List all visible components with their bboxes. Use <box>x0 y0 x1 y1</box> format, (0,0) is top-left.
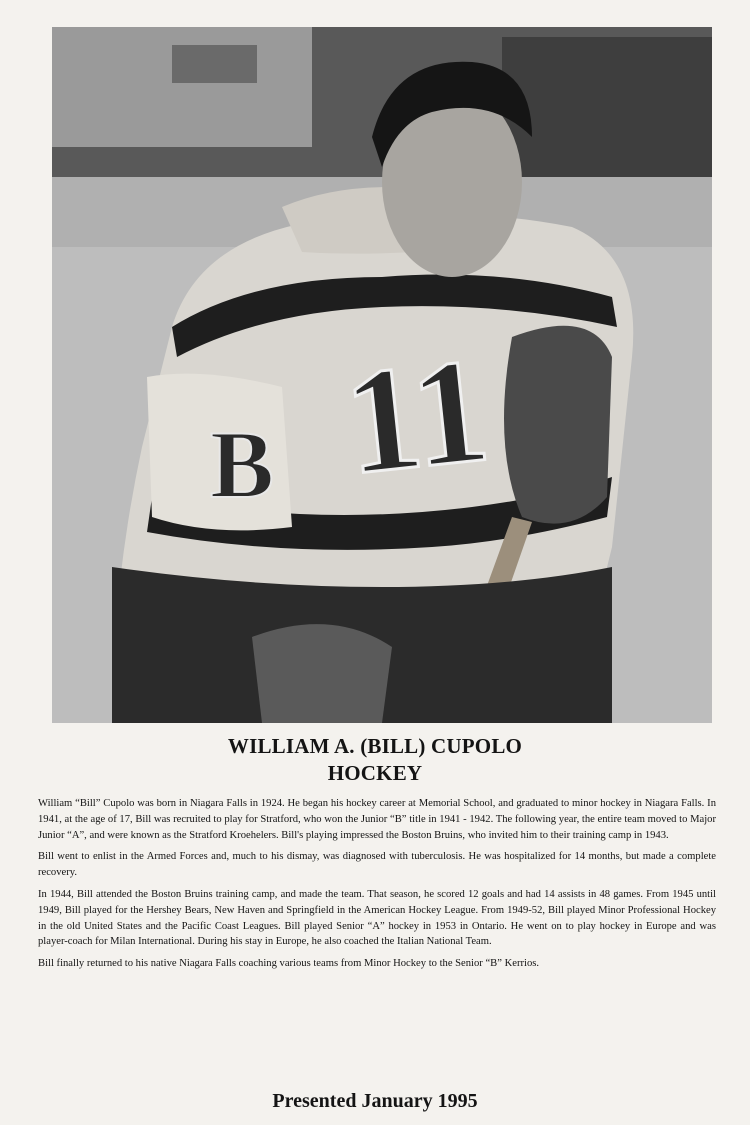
bio-paragraph: Bill went to enlist in the Armed Forces and, much to his dismay, was diagnosed with tuberculosis. He was hospitalized for 14 months, but made a complete recovery. <box>38 851 716 879</box>
jersey-letter: B <box>210 411 275 518</box>
sport-category: HOCKEY <box>327 761 423 785</box>
player-photo <box>52 27 712 723</box>
bio-paragraph: In 1944, Bill attended the Boston Bruins training camp, and made the team. That season, he scored 12 goals and had 14 assists in 48 games. From 1945 until 1949, Bill played for the Hershey Bears, New Haven and Springfield in the American Hockey League. From 1949-52, Bill played Minor Professional Hockey in the old United States and the Pacific Coast Leagues. Bill played Senior “A” hockey in 1953 in Ontario. He went on to play hockey in Europe and was player-coach for Milan International. During his stay in Europe, he also coached the Italian National Team. <box>38 888 716 948</box>
jersey-number: 11 <box>337 326 496 507</box>
inductee-name: WILLIAM A. (BILL) CUPOLO <box>227 734 523 758</box>
biography <box>38 796 716 978</box>
bio-paragraph: Bill finally returned to his native Niagara Falls coaching various teams from Minor Hockey to the Senior “B” Kerrios. <box>38 958 540 970</box>
presented-date: Presented January 1995 <box>272 1090 478 1112</box>
bio-paragraph: William “Bill” Cupolo was born in Niagara Falls in 1924. He began his hockey career at Memorial School, and graduated to minor hockey in Niagara Falls. In 1941, at the age of 17, Bill was recruited to play for Stratford, who won the Junior “B” title in 1941 - 1942. The following year, the entire team moved to Major Junior “A”, and were known as the Stratford Kroehelers. Bill's playing impressed the Boston Bruins, who invited him to their training camp in 1943. <box>38 798 716 841</box>
